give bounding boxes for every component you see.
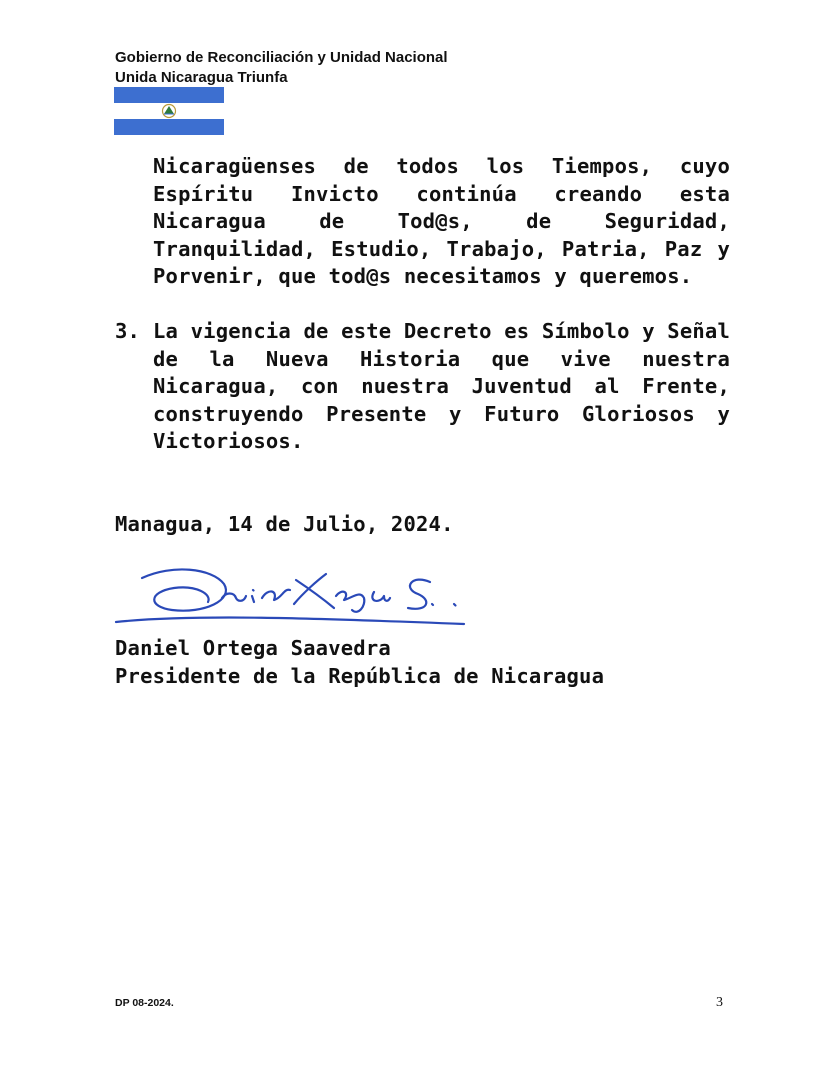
page-number: 3 [716,995,723,1010]
signer-name: Daniel Ortega Saavedra [115,636,391,660]
signer-title: Presidente de la República de Nicaragua [115,664,605,688]
document-reference: DP 08-2024. [115,997,174,1009]
signature-image [112,558,472,628]
header-government-name: Gobierno de Reconciliación y Unidad Nacional [115,49,448,66]
header-slogan: Unida Nicaragua Triunfa [115,69,288,86]
nicaragua-flag-icon [114,87,224,135]
list-item-number: 3. [115,319,141,343]
list-item-text: La vigencia de este Decreto es Símbolo y Señal de la Nueva Historia que vive nuestra Nicaragua, con nuestra Juventud al Frente, construyendo Presente y Futuro Gloriosos y Victoriosos. [153,319,730,454]
place-and-date: Managua, 14 de Julio, 2024. [115,512,454,536]
body-paragraph-continuation: Nicaragüenses de todos los Tiempos, cuyo Espíritu Invicto continúa creando esta Nicaragua de Tod@s, de Seguridad, Tranquilidad, Estudio, Trabajo, Patria, Paz y Porvenir, que tod@s necesitamos y queremos. [153,154,730,289]
